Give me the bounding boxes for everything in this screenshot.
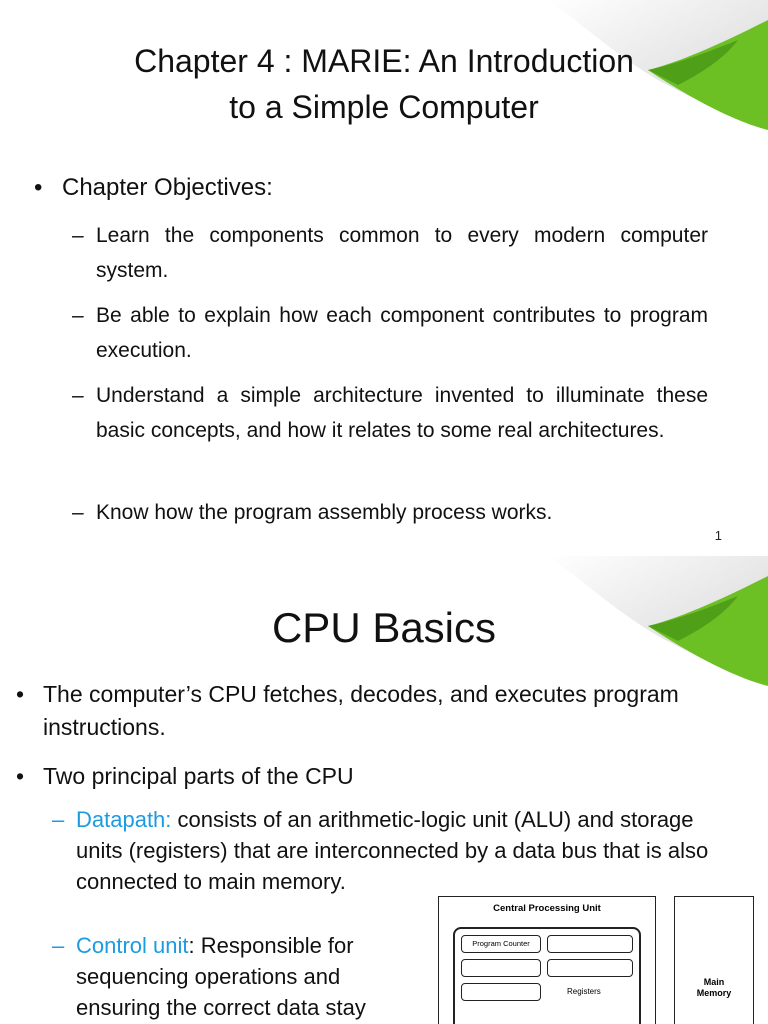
- slide-title: CPU Basics: [271, 604, 497, 651]
- main-memory-label: Main Memory: [696, 977, 732, 998]
- register-box: [547, 935, 633, 953]
- page-number: 1: [714, 528, 722, 543]
- bullet-item: • Two principal parts of the CPU: [16, 763, 354, 789]
- register-box: [461, 983, 541, 1001]
- bullet-dot: •: [34, 174, 43, 201]
- registers-label: Registers: [567, 987, 601, 996]
- program-counter-box: Program Counter: [461, 935, 541, 953]
- control-unit-item: – Control unit: Responsible for sequencing operations and ensuring the correct data stay: [52, 933, 366, 1020]
- objective-item: – Be able to explain how each component contributes to program execution.: [72, 304, 708, 362]
- bullet-item: • The computer’s CPU fetches, decodes, and executes program instructions.: [16, 681, 679, 740]
- register-box: [461, 959, 541, 977]
- cpu-label: Central Processing Unit: [493, 903, 601, 914]
- objective-item: – Know how the program assembly process works.: [72, 501, 553, 524]
- title-line-2: to a Simple Computer: [229, 89, 539, 125]
- objective-item: – Learn the components common to every modern computer system.: [72, 224, 708, 282]
- cpu-diagram: [438, 896, 656, 1024]
- control-unit-term: Control unit: [76, 933, 189, 958]
- slide-2: [0, 556, 768, 1024]
- main-memory-box: [674, 896, 754, 1024]
- title-line-1: Chapter 4 : MARIE: An Introduction: [134, 43, 634, 79]
- datapath-item: – Datapath: consists of an arithmetic-logic unit (ALU) and storage units (registers) that are interconnected by a data bus that is also connected to main memory.: [52, 807, 709, 894]
- register-panel: [453, 927, 641, 1024]
- objective-item: – Understand a simple architecture invented to illuminate these basic concepts, and how it relates to some real architectures.: [72, 384, 708, 442]
- slide-title: [0, 38, 768, 130]
- bullet-text: Chapter Objectives:: [62, 174, 273, 201]
- chapter-objectives-bullet: [34, 174, 273, 202]
- register-box: [547, 959, 633, 977]
- datapath-term: Datapath:: [76, 807, 172, 832]
